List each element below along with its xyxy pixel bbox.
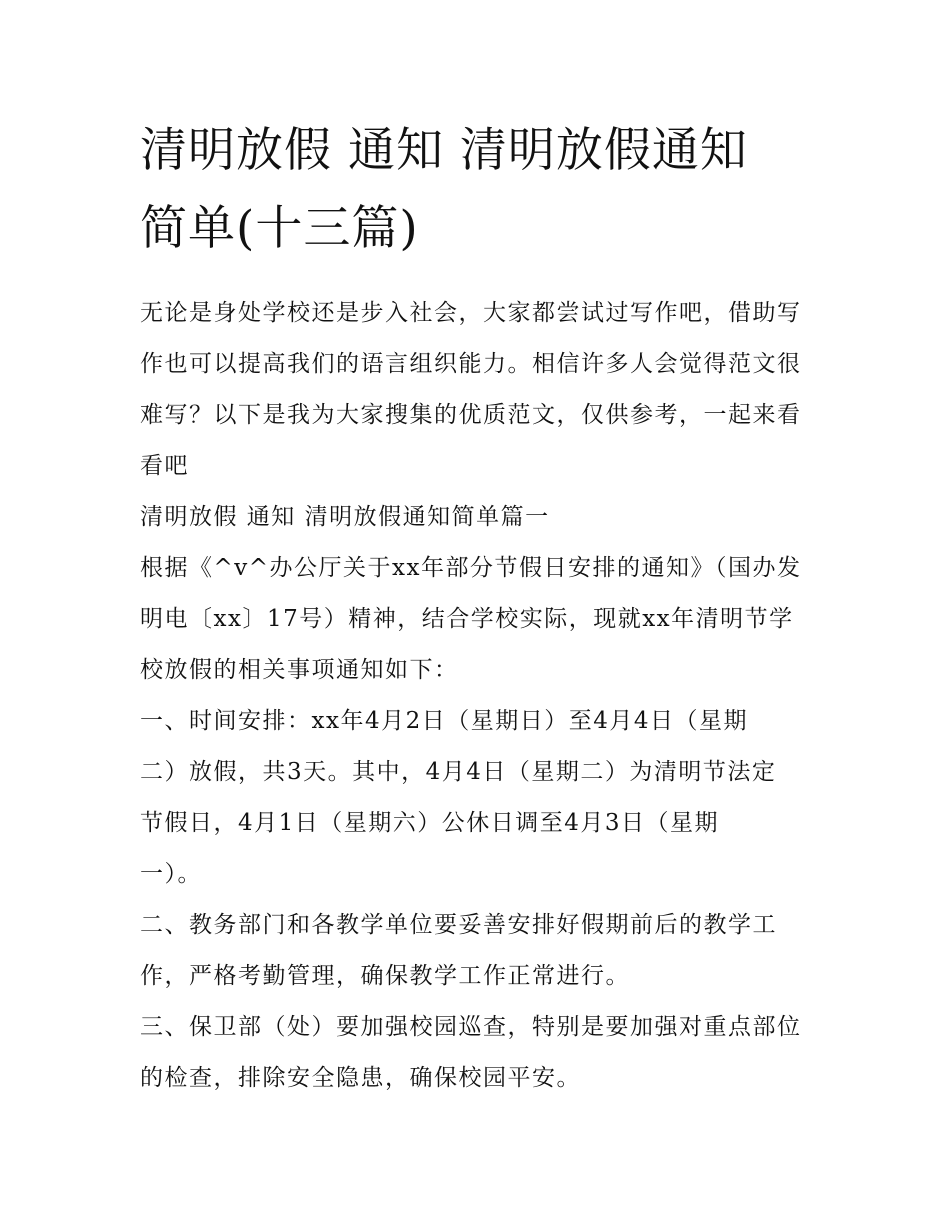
item-three-paragraph — [140, 1002, 820, 1104]
text-line: 看吧 — [140, 453, 189, 479]
title-line-1: 清明放假 通知 清明放假通知 — [140, 123, 748, 178]
intro-paragraph — [140, 288, 820, 492]
section-heading — [140, 492, 820, 543]
text-line: 清明放假 通知 清明放假通知简单篇一 — [140, 504, 550, 530]
document-title — [140, 112, 820, 268]
text-line: 难写？以下是我为大家搜集的优质范文，仅供参考，一起来看 — [140, 402, 802, 428]
text-line: 二、教务部门和各教学单位要妥善安排好假期前后的教学工 — [140, 912, 777, 938]
text-line: 一）。 — [140, 861, 202, 887]
basis-paragraph — [140, 543, 820, 696]
text-line: 二）放假，共3天。其中，4月4日（星期二）为清明节法定 — [140, 759, 777, 785]
text-line: 节假日，4月1日（星期六）公休日调至4月3日（星期 — [140, 810, 720, 836]
item-two-paragraph — [140, 900, 820, 1002]
text-line: 明电〔xx〕17号）精神，结合学校实际，现就xx年清明节学 — [140, 606, 794, 632]
text-line: 作也可以提高我们的语言组织能力。相信许多人会觉得范文很 — [140, 351, 802, 377]
text-line: 无论是身处学校还是步入社会，大家都尝试过写作吧，借助写 — [140, 300, 802, 326]
text-line: 校放假的相关事项通知如下： — [140, 657, 459, 683]
text-line: 的检查，排除安全隐患，确保校园平安。 — [140, 1065, 581, 1091]
item-one-paragraph — [140, 696, 820, 900]
text-line: 三、保卫部（处）要加强校园巡查，特别是要加强对重点部位 — [140, 1014, 802, 1040]
document-page — [140, 112, 820, 1104]
text-line: 根据《^v^办公厅关于xx年部分节假日安排的通知》（国办发 — [140, 555, 802, 581]
text-line: 作，严格考勤管理，确保教学工作正常进行。 — [140, 963, 630, 989]
title-line-2: 简单(十三篇) — [140, 201, 419, 256]
text-line: 一、时间安排：xx年4月2日（星期日）至4月4日（星期 — [140, 708, 748, 734]
